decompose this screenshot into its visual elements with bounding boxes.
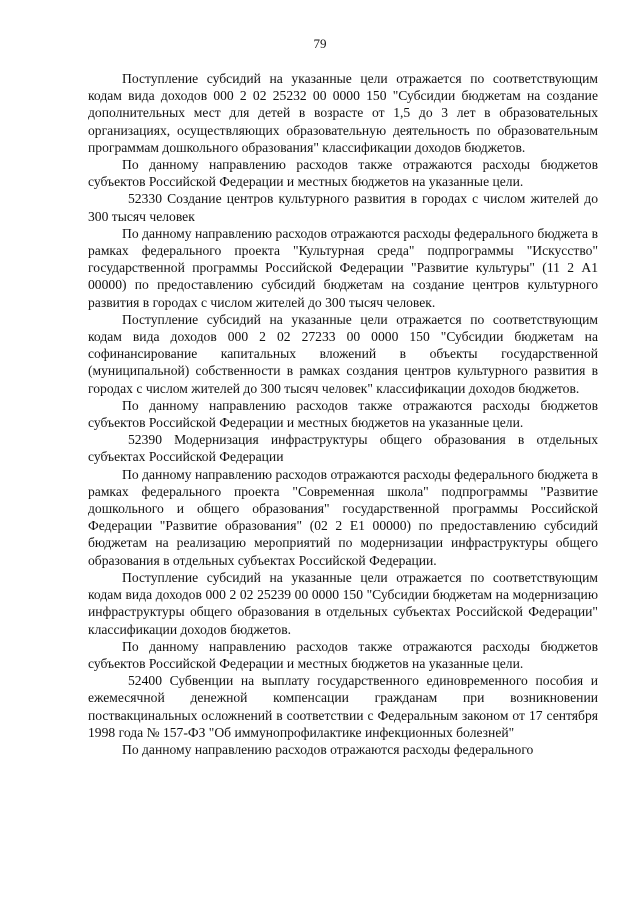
paragraph: Поступление субсидий на указанные цели отражается по соответствующим кодам вида доходов 000 2 02 25232 00 0000 150 "Субсидии бюджетам на создание дополнительных мест для детей в возрасте от 1,5 до 3 лет в образовательных организациях, осуществляющих образовательную деятельность по образовательным программам дошкольного образования" классификации доходов бюджетов. xyxy=(88,71,598,155)
section-heading: 52400 Субвенции на выплату государственного единовременного пособия и ежемесячной денежной компенсации гражданам при возникновении поствакцинальных осложнений в соответствии с Федеральным законом от 17 сентября 1998 года № 157-ФЗ "Об иммунопрофилактике инфекционных болезней" xyxy=(88,673,598,740)
section-heading: 52330 Создание центров культурного развития в городах с числом жителей до 300 тысяч человек xyxy=(88,191,598,224)
paragraph: По данному направлению расходов отражаются расходы федерального xyxy=(122,741,534,757)
paragraph: По данному направлению расходов также отражаются расходы бюджетов субъектов Российской Федерации и местных бюджетов на указанные цели. xyxy=(88,397,598,431)
paragraph: По данному направлению расходов отражаются расходы федерального бюджета в рамках федерального проекта "Культурная среда" подпрограммы "Искусство" государственной программы Российской Федерации "Развитие культуры" (11 2 A1 00000) по предоставлению субсидий бюджетам на создание центров культурного развития в городах с числом жителей до 300 тысяч человек. xyxy=(88,225,598,310)
paragraph: Поступление субсидий на указанные цели отражается по соответствующим кодам вида доходов 000 2 02 25239 00 0000 150 "Субсидии бюджетам на модернизацию инфраструктуры общего образования в отдельных субъектах Российской Федерации" классификации доходов бюджетов. xyxy=(88,569,598,637)
paragraph: По данному направлению расходов также отражаются расходы бюджетов субъектов Российской Федерации и местных бюджетов на указанные цели. xyxy=(88,157,598,190)
section-heading: 52390 Модернизация инфраструктуры общего образования в отдельных субъектах Российской Федерации xyxy=(88,432,598,465)
document-body xyxy=(88,70,598,758)
page-number: 79 xyxy=(313,36,327,51)
paragraph: По данному направлению расходов также отражаются расходы бюджетов субъектов Российской Федерации и местных бюджетов на указанные цели. xyxy=(88,638,598,671)
paragraph: По данному направлению расходов отражаются расходы федерального бюджета в рамках федерального проекта "Современная школа" подпрограммы "Развитие дошкольного и общего образования" государственной программы Российской Федерации "Развитие образования" (02 2 E1 00000) по предоставлению субсидий бюджетам на реализацию мероприятий по модернизации инфраструктуры общего образования в отдельных субъектах Российской Федерации. xyxy=(88,466,598,568)
paragraph: Поступление субсидий на указанные цели отражается по соответствующим кодам вида доходов 000 2 02 27233 00 0000 150 "Субсидии бюджетам на софинансирование капитальных вложений в объекты государственной (муниципальной) собственности в рамках создания центров культурного развития в городах с числом жителей до 300 тысяч человек" классификации доходов бюджетов. xyxy=(88,311,598,396)
